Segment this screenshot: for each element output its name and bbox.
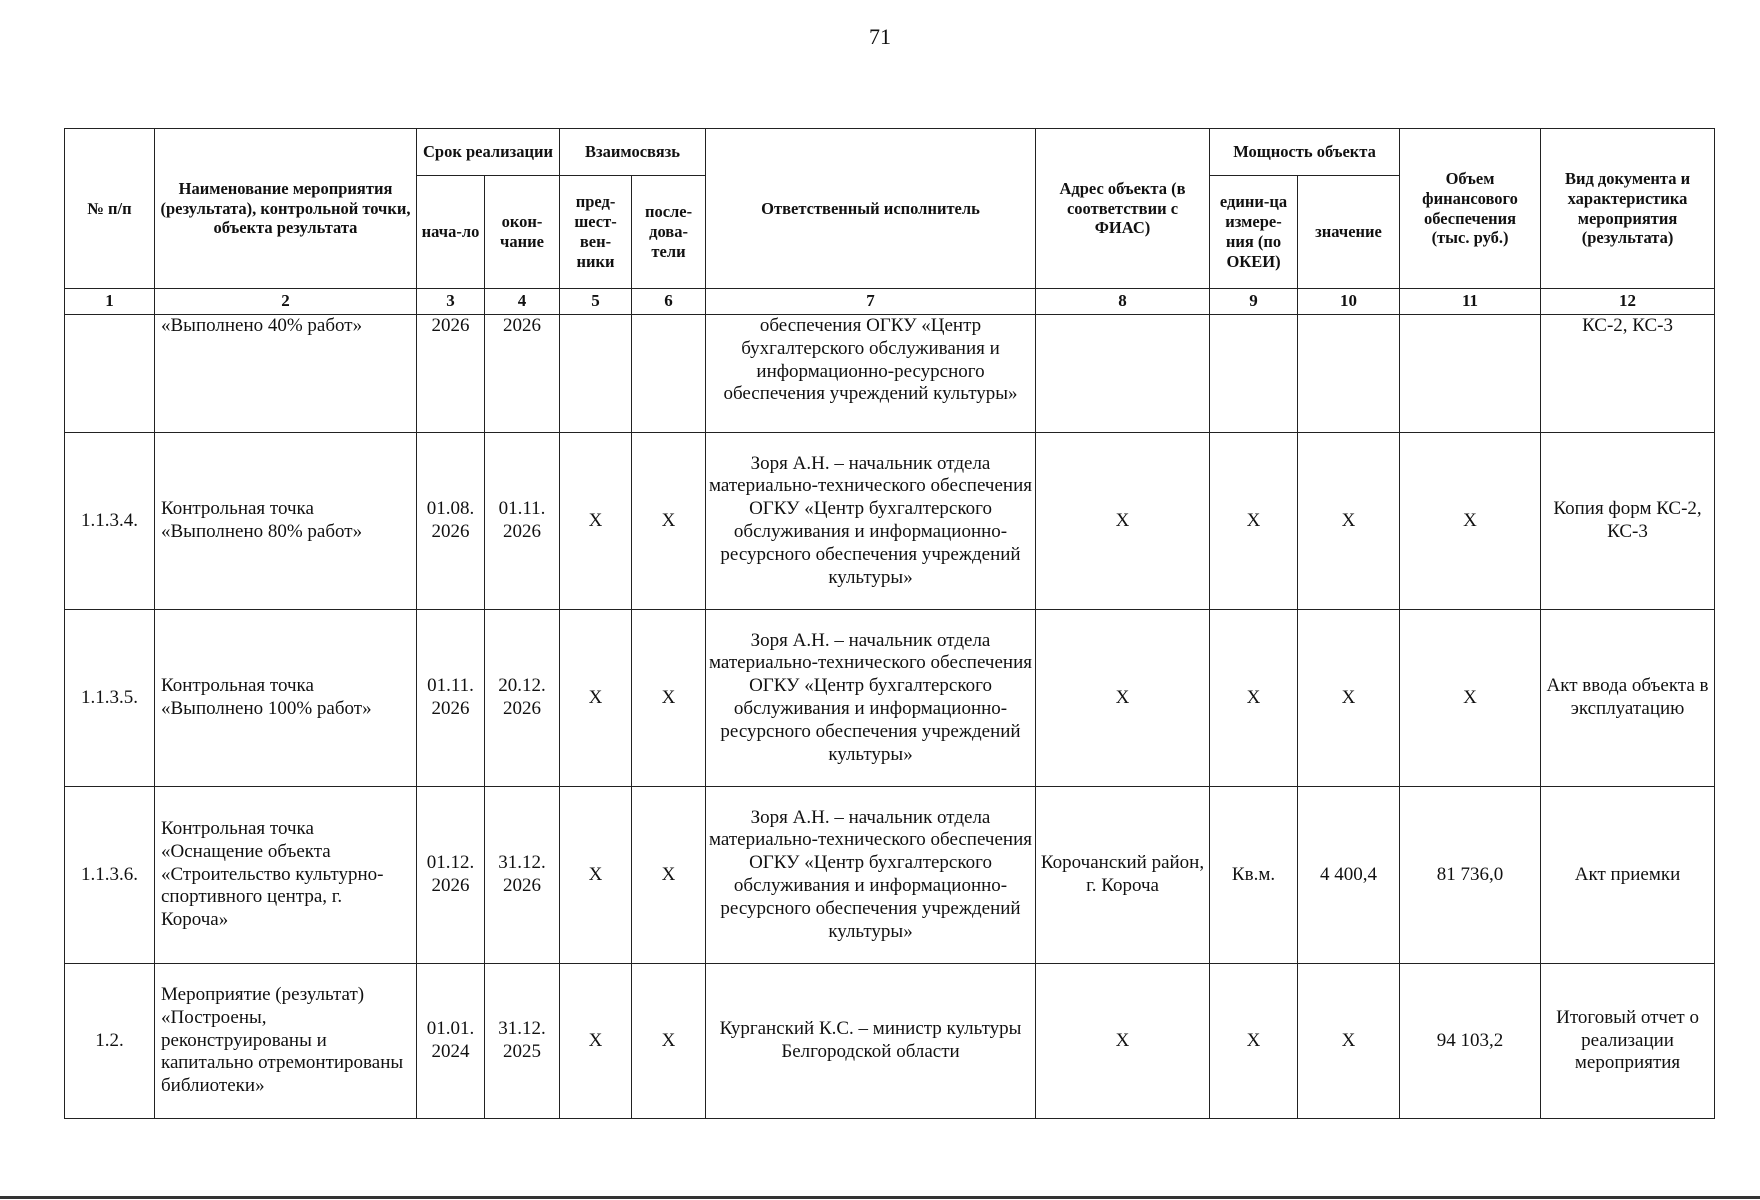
header-resp: Ответственный исполнитель [706,129,1036,289]
cell-pred: X [560,610,632,787]
cell-addr: X [1036,433,1210,610]
cell-succ: X [632,964,706,1119]
cell-unit [1210,315,1298,433]
column-number: 8 [1036,289,1210,315]
cell-unit: X [1210,610,1298,787]
header-term: Срок реализации [417,129,560,176]
cell-addr: X [1036,964,1210,1119]
table-row [65,610,1715,787]
cell-fin: 94 103,2 [1400,964,1541,1119]
cell-start: 2026 [417,315,485,433]
column-number: 6 [632,289,706,315]
column-number: 11 [1400,289,1541,315]
cell-fin: X [1400,610,1541,787]
header-succ: после-дова-тели [632,176,706,289]
cell-num: 1.1.3.6. [65,787,155,964]
header-power: Мощность объекта [1210,129,1400,176]
page-number: 71 [869,24,891,49]
cell-pred: X [560,964,632,1119]
cell-pred: X [560,433,632,610]
cell-resp: Курганский К.С. – министр культуры Белгородской области [706,964,1036,1119]
cell-value [1298,315,1400,433]
events-table [64,128,1715,1119]
cell-name: Контрольная точка «Оснащение объекта «Строительство культурно-спортивного центра, г. Короча» [155,787,417,964]
cell-unit: X [1210,964,1298,1119]
cell-name: Контрольная точка «Выполнено 100% работ» [155,610,417,787]
cell-start: 01.01. 2024 [417,964,485,1119]
cell-addr: X [1036,610,1210,787]
table-row [65,787,1715,964]
cell-unit: Кв.м. [1210,787,1298,964]
cell-resp: Зоря А.Н. – начальник отдела материально-технического обеспечения ОГКУ «Центр бухгалтерского обслуживания и информационно-ресурсного обеспечения учреждений культуры» [706,433,1036,610]
cell-pred [560,315,632,433]
column-number: 4 [485,289,560,315]
table-row [65,315,1715,433]
cell-succ [632,315,706,433]
column-number: 2 [155,289,417,315]
header-num: № п/п [65,129,155,289]
cell-fin: X [1400,433,1541,610]
cell-num: 1.2. [65,964,155,1119]
column-number: 3 [417,289,485,315]
cell-num [65,315,155,433]
cell-fin: 81 736,0 [1400,787,1541,964]
cell-doc: Копия форм КС-2, КС-3 [1541,433,1715,610]
cell-end: 20.12. 2026 [485,610,560,787]
cell-num: 1.1.3.4. [65,433,155,610]
cell-start: 01.11. 2026 [417,610,485,787]
table-row [65,433,1715,610]
header-fin: Объем финансового обеспечения (тыс. руб.) [1400,129,1541,289]
header-end: окон-чание [485,176,560,289]
header-doc: Вид документа и характеристика мероприятия (результата) [1541,129,1715,289]
cell-fin [1400,315,1541,433]
cell-resp: обеспечения ОГКУ «Центр бухгалтерского обслуживания и информационно-ресурсного обеспечения учреждений культуры» [706,315,1036,433]
cell-resp: Зоря А.Н. – начальник отдела материально-технического обеспечения ОГКУ «Центр бухгалтерского обслуживания и информационно-ресурсного обеспечения учреждений культуры» [706,787,1036,964]
cell-succ: X [632,787,706,964]
column-number: 5 [560,289,632,315]
header-pred: пред-шест-вен-ники [560,176,632,289]
cell-name: Контрольная точка «Выполнено 80% работ» [155,433,417,610]
cell-start: 01.08. 2026 [417,433,485,610]
column-number: 9 [1210,289,1298,315]
header-link: Взаимосвязь [560,129,706,176]
cell-end: 31.12. 2026 [485,787,560,964]
cell-value: X [1298,964,1400,1119]
cell-succ: X [632,610,706,787]
cell-end: 2026 [485,315,560,433]
cell-doc: КС-2, КС-3 [1541,315,1715,433]
cell-value: 4 400,4 [1298,787,1400,964]
cell-name: Мероприятие (результат) «Построены, реконструированы и капитально отремонтированы библиотеки» [155,964,417,1119]
cell-resp: Зоря А.Н. – начальник отдела материально-технического обеспечения ОГКУ «Центр бухгалтерского обслуживания и информационно-ресурсного обеспечения учреждений культуры» [706,610,1036,787]
header-addr: Адрес объекта (в соответствии с ФИАС) [1036,129,1210,289]
cell-num: 1.1.3.5. [65,610,155,787]
cell-addr: Корочанский район, г. Короча [1036,787,1210,964]
cell-doc: Акт приемки [1541,787,1715,964]
cell-value: X [1298,433,1400,610]
page-bottom-edge [0,1196,1760,1199]
header-name: Наименование мероприятия (результата), контрольной точки, объекта результата [155,129,417,289]
column-number: 12 [1541,289,1715,315]
table-header [65,129,1715,315]
header-start: нача-ло [417,176,485,289]
column-number: 1 [65,289,155,315]
cell-pred: X [560,787,632,964]
table-row [65,964,1715,1119]
cell-end: 01.11. 2026 [485,433,560,610]
cell-doc: Акт ввода объекта в эксплуатацию [1541,610,1715,787]
cell-addr [1036,315,1210,433]
cell-succ: X [632,433,706,610]
cell-name: «Выполнено 40% работ» [155,315,417,433]
header-value: значение [1298,176,1400,289]
cell-doc: Итоговый отчет о реализации мероприятия [1541,964,1715,1119]
column-number: 7 [706,289,1036,315]
column-number: 10 [1298,289,1400,315]
column-numbers-row [65,289,1715,315]
cell-start: 01.12. 2026 [417,787,485,964]
cell-value: X [1298,610,1400,787]
cell-unit: X [1210,433,1298,610]
cell-end: 31.12. 2025 [485,964,560,1119]
header-unit: едини-ца измере-ния (по ОКЕИ) [1210,176,1298,289]
